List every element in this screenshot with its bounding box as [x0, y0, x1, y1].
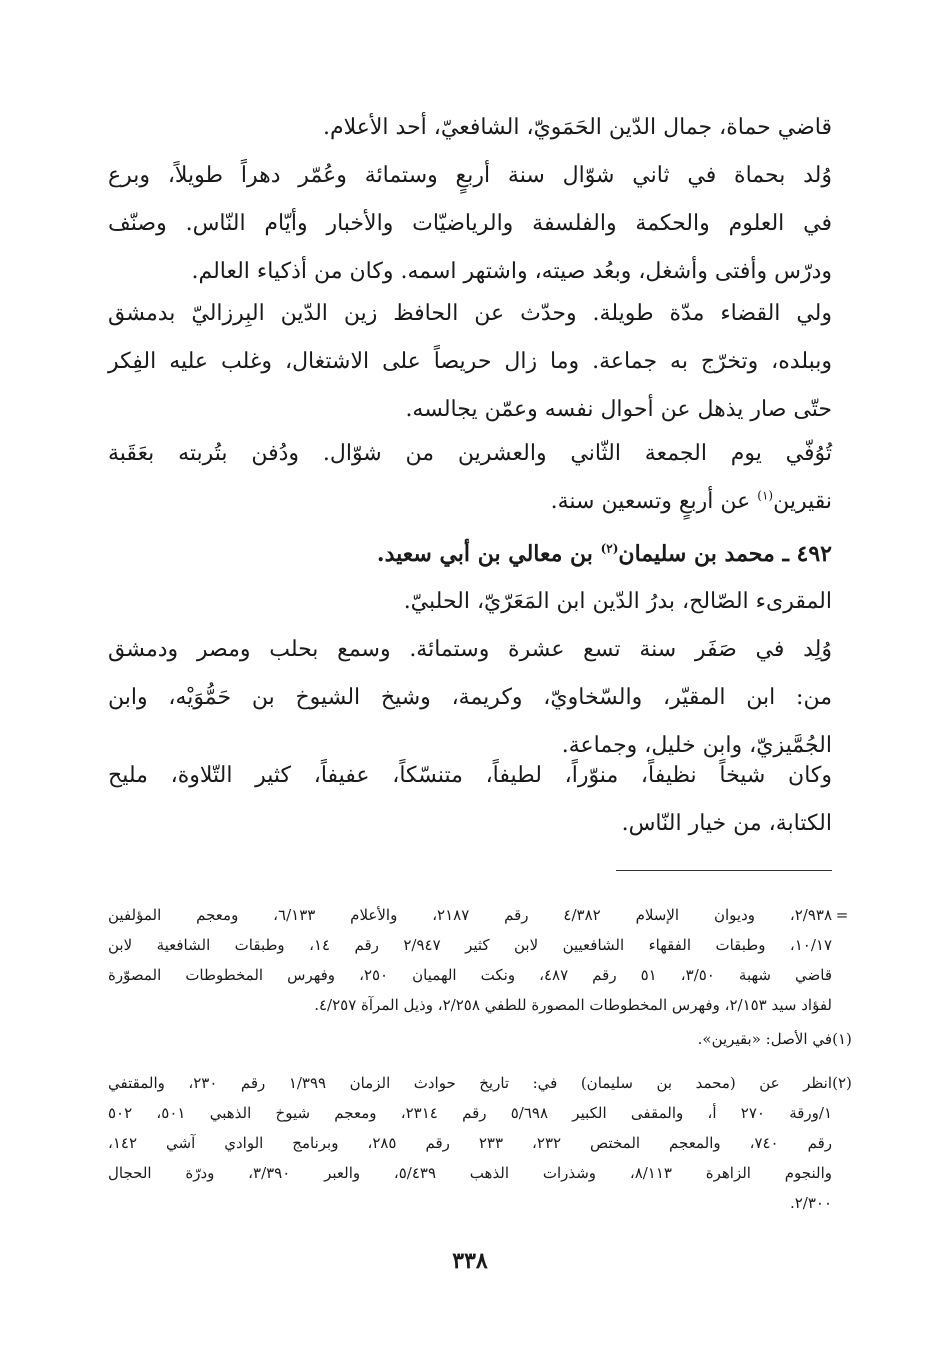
text-line: وكان شيخاً نظيفاً، منوّراً، لطيفاً، متنسّكاً، عفيفاً، كثير التّلاوة، مليح	[108, 763, 832, 788]
footnote-line: في الأصل: «بقيرين».	[697, 1030, 832, 1048]
footnote-2	[108, 1068, 832, 1218]
page-number: ٣٣٨	[452, 1248, 488, 1274]
text-line: المقرىء الصّالح، بدرُ الدّين ابن المَعَرّيّ، الحلبيّ.	[403, 589, 832, 614]
entry-heading-lineage: بن معالي بن أبي سعيد.	[376, 541, 593, 567]
text-line: حتّى صار يذهل عن أحوال نفسه وعمّن يجالسه.	[405, 397, 832, 422]
entry-492	[108, 530, 832, 770]
text-line: في العلوم والحكمة والفلسفة والرياضيّات والأخبار وأيّام النّاس. وصنّف	[108, 211, 832, 236]
paragraph-death	[108, 430, 832, 526]
footnote-line: قاضي شهبة ٣/٥٠، ٥١ رقم ٤٨٧، ونكت الهميان ٢٥٠، وفهرس المخطوطات المصوّرة	[108, 966, 832, 984]
text-line: تُوُفّي يوم الجمعة الثّاني والعشرين من شوّال. ودُفن بتُربته بعَقَبة	[108, 441, 832, 466]
footnote-line: ١/ورقة ٢٧٠ أ، والمقفى الكبير ٥/٦٩٨ رقم ٢٣١٤، ومعجم شيوخ الذهبي ٥٠١، ٥٠٢	[108, 1104, 833, 1122]
paragraph-judgeship	[108, 290, 832, 434]
footnote-marker-2: (٢)	[832, 1074, 852, 1092]
footnote-continuation	[108, 900, 832, 1020]
footnote-line: ١٠/١٧، وطبقات الفقهاء الشافعيين لابن كثير ٢/٩٤٧ رقم ١٤، وطبقات الشافعية لابن	[108, 936, 833, 954]
entry-heading	[108, 530, 832, 578]
text-line: وببلده، وتخرّج به جماعة. وما زال حريصاً على الاشتغال، وغلب عليه الفِكر	[108, 349, 832, 374]
text-line: الكتابة، من خيار النّاس.	[621, 811, 832, 836]
footnote-ref-1: (١)	[757, 488, 774, 503]
footnote-1	[108, 1024, 832, 1054]
text-line: وُلِد في صَفَر سنة تسع عشرة وستمائة. وسمع بحلب ومصر ودمشق	[108, 637, 832, 662]
text-line: قاضي حماة، جمال الدّين الحَمَويّ، الشافعيّ، أحد الأعلام.	[323, 115, 832, 140]
text-line: ولي القضاء مدّة طويلة. وحدّث عن الحافظ زين الدّين البِرزاليّ بدمشق	[108, 301, 832, 326]
text-line: من: ابن المقيّر، والسّخاويّ، وكريمة، وشيخ الشيوخ بن حَمُّوَيْه، وابن	[108, 685, 832, 710]
footnote-line: لفؤاد سيد ٢/١٥٣، وفهرس المخطوطات المصورة للطفي ٢/٢٥٨، وذيل المرآة ٤/٢٥٧.	[314, 996, 832, 1014]
footnote-line: والنجوم الزاهرة ٨/١١٣، وشذرات الذهب ٥/٤٣٩، والعبر ٣/٣٩٠، ودرّة الحجال	[108, 1164, 832, 1182]
text-span: عن أربعٍ وتسعين سنة.	[550, 489, 751, 514]
footnote-line: انظر عن (محمد بن سليمان) في: تاريخ حوادث الزمان ١/٣٩٩ رقم ٢٣٠، والمقتفي	[108, 1074, 833, 1092]
text-line: وُلد بحماة في ثاني شوّال سنة أربعٍ وستمائة وعُمّر دهراً طويلاً، وبرع	[108, 163, 832, 188]
entry-heading-name: ٤٩٢ ـ محمد بن سليمان	[618, 541, 832, 567]
footnote-line: ٢/٣٠٠.	[789, 1194, 832, 1212]
footnote-ref-2: (٢)	[600, 541, 619, 556]
footnote-line: ٢/٩٣٨، وديوان الإسلام ٤/٣٨٢ رقم ٢١٨٧، والأعلام ٦/١٣٣، ومعجم المؤلفين	[108, 906, 832, 924]
footnote-line: رقم ٧٤٠، والمعجم المختص ٢٣٢، ٢٣٣ رقم ٢٨٥، وبرنامج الوادي آشي ١٤٢،	[108, 1134, 833, 1152]
footnote-marker-1: (١)	[832, 1030, 852, 1048]
text-line: ودرّس وأفتى وأشغل، وبعُد صيته، واشتهر اسمه. وكان من أذكياء العالم.	[191, 259, 832, 284]
footnote-continuation-marker: =	[835, 906, 849, 924]
place-name: نقيرين	[773, 489, 832, 514]
entry-491-continuation	[108, 104, 832, 296]
footnote-separator	[616, 870, 832, 871]
paragraph-character	[108, 752, 832, 848]
text-line	[108, 478, 832, 526]
text-line: الجُمَّيزيّ، وابن خليل، وجماعة.	[561, 733, 832, 758]
